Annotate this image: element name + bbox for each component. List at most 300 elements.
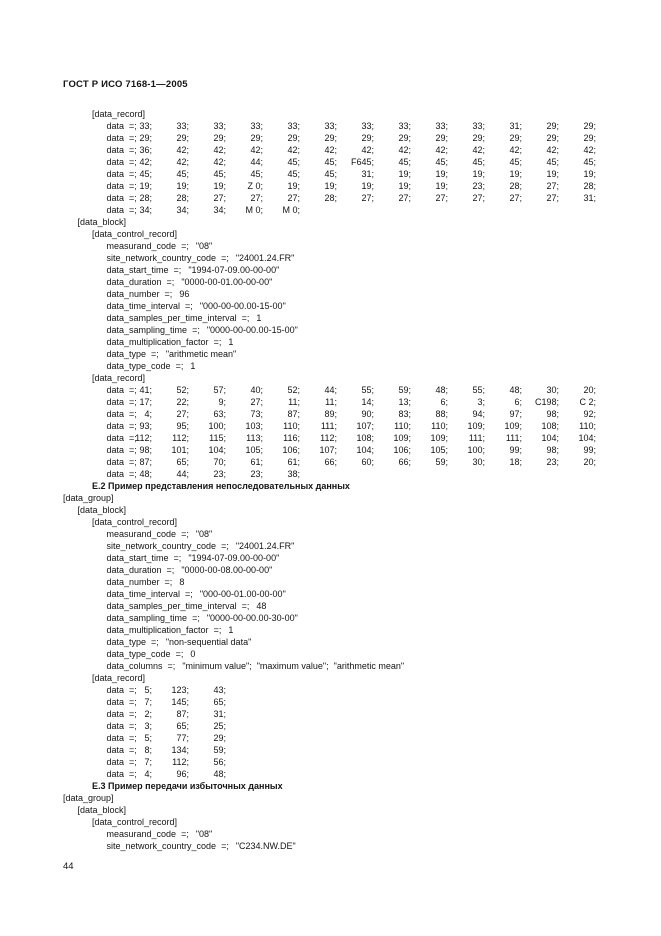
field-label: data_time_interval — [106, 589, 181, 599]
equals-separator: =; — [129, 133, 137, 143]
field-line — [63, 648, 404, 660]
data-value: 36; — [139, 145, 152, 155]
data-value: 61; — [250, 457, 263, 467]
data-value: 29; — [213, 133, 226, 143]
data-value: 19; — [361, 181, 374, 191]
data-value: 8; — [144, 745, 152, 755]
data-value: 29; — [176, 133, 189, 143]
data-value: 109; — [504, 421, 522, 431]
data-values — [115, 744, 226, 756]
data-value: 23; — [546, 457, 559, 467]
data-value: 27; — [361, 193, 374, 203]
equals-separator: =; — [175, 361, 184, 371]
data-values — [115, 132, 596, 144]
field-line — [63, 240, 404, 252]
data-value: 34; — [176, 205, 189, 215]
equals-separator: =; — [129, 397, 137, 407]
data-line — [63, 732, 404, 744]
field-label: data_multiplication_factor — [106, 625, 209, 635]
equals-separator: =; — [129, 469, 137, 479]
data-value: 104; — [208, 445, 226, 455]
equals-separator: =; — [129, 121, 137, 131]
data-values — [115, 708, 226, 720]
equals-separator: =; — [129, 385, 137, 395]
data-value: 42; — [361, 145, 374, 155]
data-value: 33; — [435, 121, 448, 131]
data-value: 63; — [213, 409, 226, 419]
field-value: 0 — [190, 649, 196, 659]
block-tag: [data_record] — [92, 673, 146, 683]
field-line — [63, 600, 404, 612]
data-line — [63, 132, 596, 144]
data-value: 59; — [398, 385, 411, 395]
field-label: measurand_code — [106, 529, 177, 539]
data-value: 83; — [398, 409, 411, 419]
data-value: 94; — [472, 409, 485, 419]
field-label: site_network_country_code — [106, 253, 217, 263]
data-value: 42; — [176, 157, 189, 167]
field-value: "0000-00-08.00-00-00" — [181, 565, 273, 575]
data-value: 42; — [398, 145, 411, 155]
data-value: M 0; — [245, 205, 263, 215]
field-line — [63, 336, 404, 348]
data-value: 116; — [283, 433, 300, 443]
data-value: 29; — [472, 133, 485, 143]
equals-separator: =; — [129, 157, 137, 167]
data-value: 89; — [324, 409, 337, 419]
block-tag: [data_control_record] — [92, 817, 178, 827]
equals-separator: =; — [129, 421, 137, 431]
data-value: 98; — [546, 445, 559, 455]
data-value: 11; — [288, 397, 300, 407]
data-value: 29; — [213, 733, 226, 743]
data-value: 45; — [176, 169, 189, 179]
data-value: 48; — [435, 385, 448, 395]
data-value: 45; — [250, 169, 263, 179]
data-value: 27; — [398, 193, 411, 203]
field-label: data_start_time — [106, 553, 169, 563]
data-value: 19; — [398, 181, 411, 191]
data-value: 112; — [172, 433, 189, 443]
equals-separator: =; — [129, 445, 137, 455]
data-line — [63, 744, 404, 756]
data-value: 87; — [287, 409, 300, 419]
data-value: 109; — [430, 433, 448, 443]
equals-separator: =; — [129, 193, 137, 203]
equals-separator: =; — [213, 337, 222, 347]
data-label: data — [106, 133, 125, 143]
data-value: 112; — [135, 433, 152, 443]
field-label: data_columns — [106, 661, 163, 671]
data-values — [115, 420, 596, 432]
data-value: 55; — [472, 385, 485, 395]
data-value: 29; — [583, 133, 596, 143]
data-value: 42; — [176, 145, 189, 155]
data-label: data — [106, 181, 125, 191]
data-value: 100; — [208, 421, 226, 431]
data-value: 110; — [431, 421, 448, 431]
field-value: "0000-00-00.00-15-00" — [206, 325, 298, 335]
field-label: data_number — [106, 289, 160, 299]
data-value: C 2; — [579, 397, 596, 407]
data-value: 123; — [171, 685, 189, 695]
data-value: 33; — [324, 121, 337, 131]
data-value: 27; — [250, 397, 263, 407]
data-values — [115, 408, 596, 420]
field-label: site_network_country_code — [106, 541, 217, 551]
block-tag: [data_control_record] — [92, 229, 178, 239]
data-values — [115, 192, 596, 204]
field-line — [63, 252, 404, 264]
field-line — [63, 312, 404, 324]
data-values — [115, 432, 596, 444]
data-value: 11; — [325, 397, 337, 407]
data-value: 38; — [287, 469, 300, 479]
equals-separator: =; — [129, 205, 137, 215]
data-value: 108; — [541, 421, 559, 431]
equals-separator: =; — [221, 541, 229, 551]
data-value: 112; — [172, 757, 189, 767]
data-value: 87; — [176, 709, 189, 719]
data-value: 110; — [283, 421, 300, 431]
data-line — [63, 396, 596, 408]
data-label: data — [106, 145, 125, 155]
data-label: data — [106, 697, 125, 707]
data-value: 28; — [176, 193, 189, 203]
data-value: 29; — [361, 133, 374, 143]
data-value: 52; — [176, 385, 189, 395]
data-value: 45; — [509, 157, 522, 167]
field-label: data_number — [106, 577, 160, 587]
data-value: 98; — [139, 445, 152, 455]
field-line — [63, 636, 404, 648]
data-value: 33; — [139, 121, 152, 131]
data-value: 3; — [144, 721, 152, 731]
data-value: 7; — [144, 757, 152, 767]
data-value: 2; — [144, 709, 152, 719]
field-value: 48 — [256, 601, 267, 611]
data-label: data — [106, 445, 125, 455]
field-value: "08" — [195, 241, 213, 251]
field-line — [63, 264, 404, 276]
data-value: 42; — [213, 145, 226, 155]
equals-separator: =; — [164, 289, 173, 299]
data-value: 19; — [509, 169, 522, 179]
page-number: 44 — [63, 861, 74, 872]
data-value: 104; — [541, 433, 559, 443]
data-value: 45; — [287, 169, 300, 179]
field-line — [63, 840, 404, 852]
data-value: 105; — [430, 445, 448, 455]
data-value: 27; — [472, 193, 485, 203]
data-value: 22; — [176, 397, 189, 407]
section-heading: Е.3 Пример передачи избыточных данных — [92, 781, 283, 791]
field-line — [63, 828, 404, 840]
block-tag: [data_block] — [77, 217, 127, 227]
data-label: data — [106, 157, 125, 167]
field-label: data_type_code — [106, 649, 171, 659]
data-line — [63, 408, 596, 420]
field-value: 1 — [228, 337, 234, 347]
data-value: 110; — [579, 421, 596, 431]
equals-separator: =; — [129, 145, 137, 155]
data-line — [63, 384, 596, 396]
equals-separator: =; — [129, 709, 137, 719]
data-value: 6; — [514, 397, 522, 407]
field-value: "000-00-01.00-00-00" — [199, 589, 286, 599]
equals-separator: =; — [185, 301, 193, 311]
data-values — [115, 696, 226, 708]
data-line — [63, 768, 404, 780]
data-label: data — [106, 193, 125, 203]
data-value: 28; — [324, 193, 337, 203]
field-line — [63, 660, 404, 672]
data-label: data — [106, 457, 125, 467]
data-value: 110; — [394, 421, 411, 431]
equals-separator: =; — [181, 829, 189, 839]
data-value: 27; — [546, 193, 559, 203]
field-value: "000-00-00.00-15-00" — [199, 301, 286, 311]
field-value: 1 — [228, 625, 234, 635]
field-value: "C234.NW.DE" — [235, 841, 296, 851]
data-value: 106; — [393, 445, 411, 455]
data-value: 7; — [144, 697, 152, 707]
field-value: "08" — [195, 829, 213, 839]
data-value: 29; — [435, 133, 448, 143]
block-tag: [data_control_record] — [92, 517, 178, 527]
data-value: 99; — [509, 445, 522, 455]
field-value: "1994-07-09.00-00-00" — [188, 265, 280, 275]
data-value: 48; — [213, 769, 226, 779]
data-value: Z 0; — [247, 181, 263, 191]
data-values — [115, 384, 596, 396]
field-value: "24001.24.FR" — [235, 541, 295, 551]
data-value: 23; — [213, 469, 226, 479]
data-value: 59; — [435, 457, 448, 467]
data-value: 103; — [245, 421, 263, 431]
data-value: 48; — [509, 385, 522, 395]
data-value: 44; — [176, 469, 189, 479]
data-value: 93; — [139, 421, 152, 431]
data-line — [63, 192, 596, 204]
equals-separator: =; — [185, 589, 193, 599]
data-values — [115, 768, 226, 780]
data-value: 73; — [250, 409, 263, 419]
data-value: 99; — [583, 445, 596, 455]
field-line — [63, 624, 404, 636]
data-value: 34; — [139, 205, 152, 215]
block-tag: [data_group] — [63, 793, 114, 803]
data-value: 45; — [324, 169, 337, 179]
field-value: "non-sequential data" — [165, 637, 252, 647]
data-line — [63, 456, 596, 468]
data-value: 4; — [144, 769, 152, 779]
data-value: 30; — [546, 385, 559, 395]
data-value: 106; — [282, 445, 300, 455]
equals-separator: =; — [173, 553, 182, 563]
data-value: 66; — [398, 457, 411, 467]
equals-separator: =; — [164, 577, 173, 587]
data-value: 88; — [435, 409, 448, 419]
data-value: 33; — [287, 121, 300, 131]
data-value: 27; — [250, 193, 263, 203]
data-value: 18; — [509, 457, 522, 467]
data-line — [63, 120, 596, 132]
data-value: 45; — [546, 157, 559, 167]
data-value: 42; — [324, 145, 337, 155]
data-value: 66; — [324, 457, 337, 467]
data-value: 30; — [472, 457, 485, 467]
data-value: 29; — [546, 133, 559, 143]
data-value: 111; — [320, 421, 337, 431]
data-value: 45; — [583, 157, 596, 167]
data-value: 60; — [361, 457, 374, 467]
data-value: 5; — [144, 685, 152, 695]
equals-separator: =; — [129, 409, 137, 419]
data-value: 57; — [213, 385, 226, 395]
data-values — [115, 180, 596, 192]
field-line — [63, 576, 404, 588]
data-value: 33; — [361, 121, 374, 131]
equals-separator: =; — [151, 349, 159, 359]
data-value: 29; — [324, 133, 337, 143]
data-value: 134; — [171, 745, 189, 755]
field-line — [63, 288, 404, 300]
data-value: 19; — [213, 181, 226, 191]
data-value: M 0; — [282, 205, 300, 215]
data-values — [115, 444, 596, 456]
data-line — [63, 432, 596, 444]
block-tag: [data_block] — [77, 505, 127, 515]
field-label: measurand_code — [106, 241, 177, 251]
data-values — [115, 468, 300, 480]
data-value: 41; — [139, 385, 152, 395]
data-value: 44; — [324, 385, 337, 395]
data-value: 95; — [176, 421, 189, 431]
equals-separator: =; — [181, 241, 189, 251]
data-value: 27; — [546, 181, 559, 191]
data-value: 29; — [139, 133, 152, 143]
data-value: 45; — [435, 157, 448, 167]
data-value: 107; — [319, 445, 337, 455]
equals-separator: =; — [192, 613, 200, 623]
field-value: "arithmetic mean" — [165, 349, 237, 359]
data-value: 34; — [213, 205, 226, 215]
data-value: 27; — [287, 193, 300, 203]
field-label: data_type_code — [106, 361, 171, 371]
field-label: data_sampling_time — [106, 325, 188, 335]
data-value: 42; — [472, 145, 485, 155]
equals-separator: =; — [129, 745, 137, 755]
data-value: 27; — [435, 193, 448, 203]
data-value: 105; — [245, 445, 263, 455]
data-line — [63, 144, 596, 156]
data-value: 100; — [467, 445, 485, 455]
data-value: 29; — [509, 133, 522, 143]
data-line — [63, 708, 404, 720]
data-line — [63, 444, 596, 456]
data-value: 40; — [250, 385, 263, 395]
block-tag: [data_record] — [92, 109, 146, 119]
field-line — [63, 588, 404, 600]
equals-separator: =; — [166, 277, 175, 287]
data-value: 20; — [583, 457, 596, 467]
field-label: data_samples_per_time_interval — [106, 313, 237, 323]
data-line — [63, 696, 404, 708]
field-line — [63, 360, 404, 372]
data-value: 65; — [176, 721, 189, 731]
data-value: 101; — [171, 445, 189, 455]
data-value: 27; — [509, 193, 522, 203]
equals-separator: =; — [221, 841, 229, 851]
equals-separator: =; — [129, 733, 137, 743]
data-line — [63, 468, 404, 480]
data-value: 108; — [356, 433, 374, 443]
data-value: 19; — [546, 169, 559, 179]
equals-separator: =; — [192, 325, 200, 335]
data-value: 98; — [546, 409, 559, 419]
data-value: 65; — [176, 457, 189, 467]
field-line — [63, 528, 404, 540]
field-value: "0000-00-01.00-00-00" — [181, 277, 273, 287]
field-value: "minimum value"; "maximum value"; "arithmetic mean" — [182, 661, 405, 671]
data-value: 65; — [213, 697, 226, 707]
equals-separator: =; — [129, 169, 137, 179]
data-value: 17; — [139, 397, 152, 407]
data-label: data — [106, 733, 125, 743]
data-label: data — [106, 205, 125, 215]
field-line — [63, 348, 404, 360]
data-label: data — [106, 121, 125, 131]
data-value: 27; — [176, 409, 189, 419]
data-values — [115, 204, 300, 216]
equals-separator: =; — [129, 457, 137, 467]
data-value: 19; — [472, 169, 485, 179]
data-values — [115, 720, 226, 732]
data-value: 6; — [440, 397, 448, 407]
data-value: 42; — [250, 145, 263, 155]
data-label: data — [106, 397, 125, 407]
data-line — [63, 720, 404, 732]
field-value: "08" — [195, 529, 213, 539]
data-label: data — [106, 169, 125, 179]
data-value: 45; — [139, 169, 152, 179]
data-line — [63, 204, 404, 216]
data-line — [63, 168, 596, 180]
data-value: 90; — [361, 409, 374, 419]
data-value: 33; — [213, 121, 226, 131]
data-label: data — [106, 433, 125, 443]
data-values — [115, 684, 226, 696]
data-value: 29; — [583, 121, 596, 131]
data-values — [115, 168, 596, 180]
data-value: 42; — [546, 145, 559, 155]
section-heading: Е.2 Пример представления непоследовательных данных — [92, 481, 350, 491]
data-value: 59; — [213, 745, 226, 755]
data-value: 115; — [209, 433, 226, 443]
data-value: 33; — [250, 121, 263, 131]
data-value: 45; — [398, 157, 411, 167]
data-label: data — [106, 385, 125, 395]
equals-separator: =; — [241, 313, 250, 323]
field-label: data_time_interval — [106, 301, 181, 311]
data-value: 42; — [213, 157, 226, 167]
data-listing — [63, 108, 596, 852]
data-value: 28; — [139, 193, 152, 203]
data-value: 28; — [583, 181, 596, 191]
equals-separator: =; — [129, 721, 137, 731]
data-values — [115, 144, 596, 156]
